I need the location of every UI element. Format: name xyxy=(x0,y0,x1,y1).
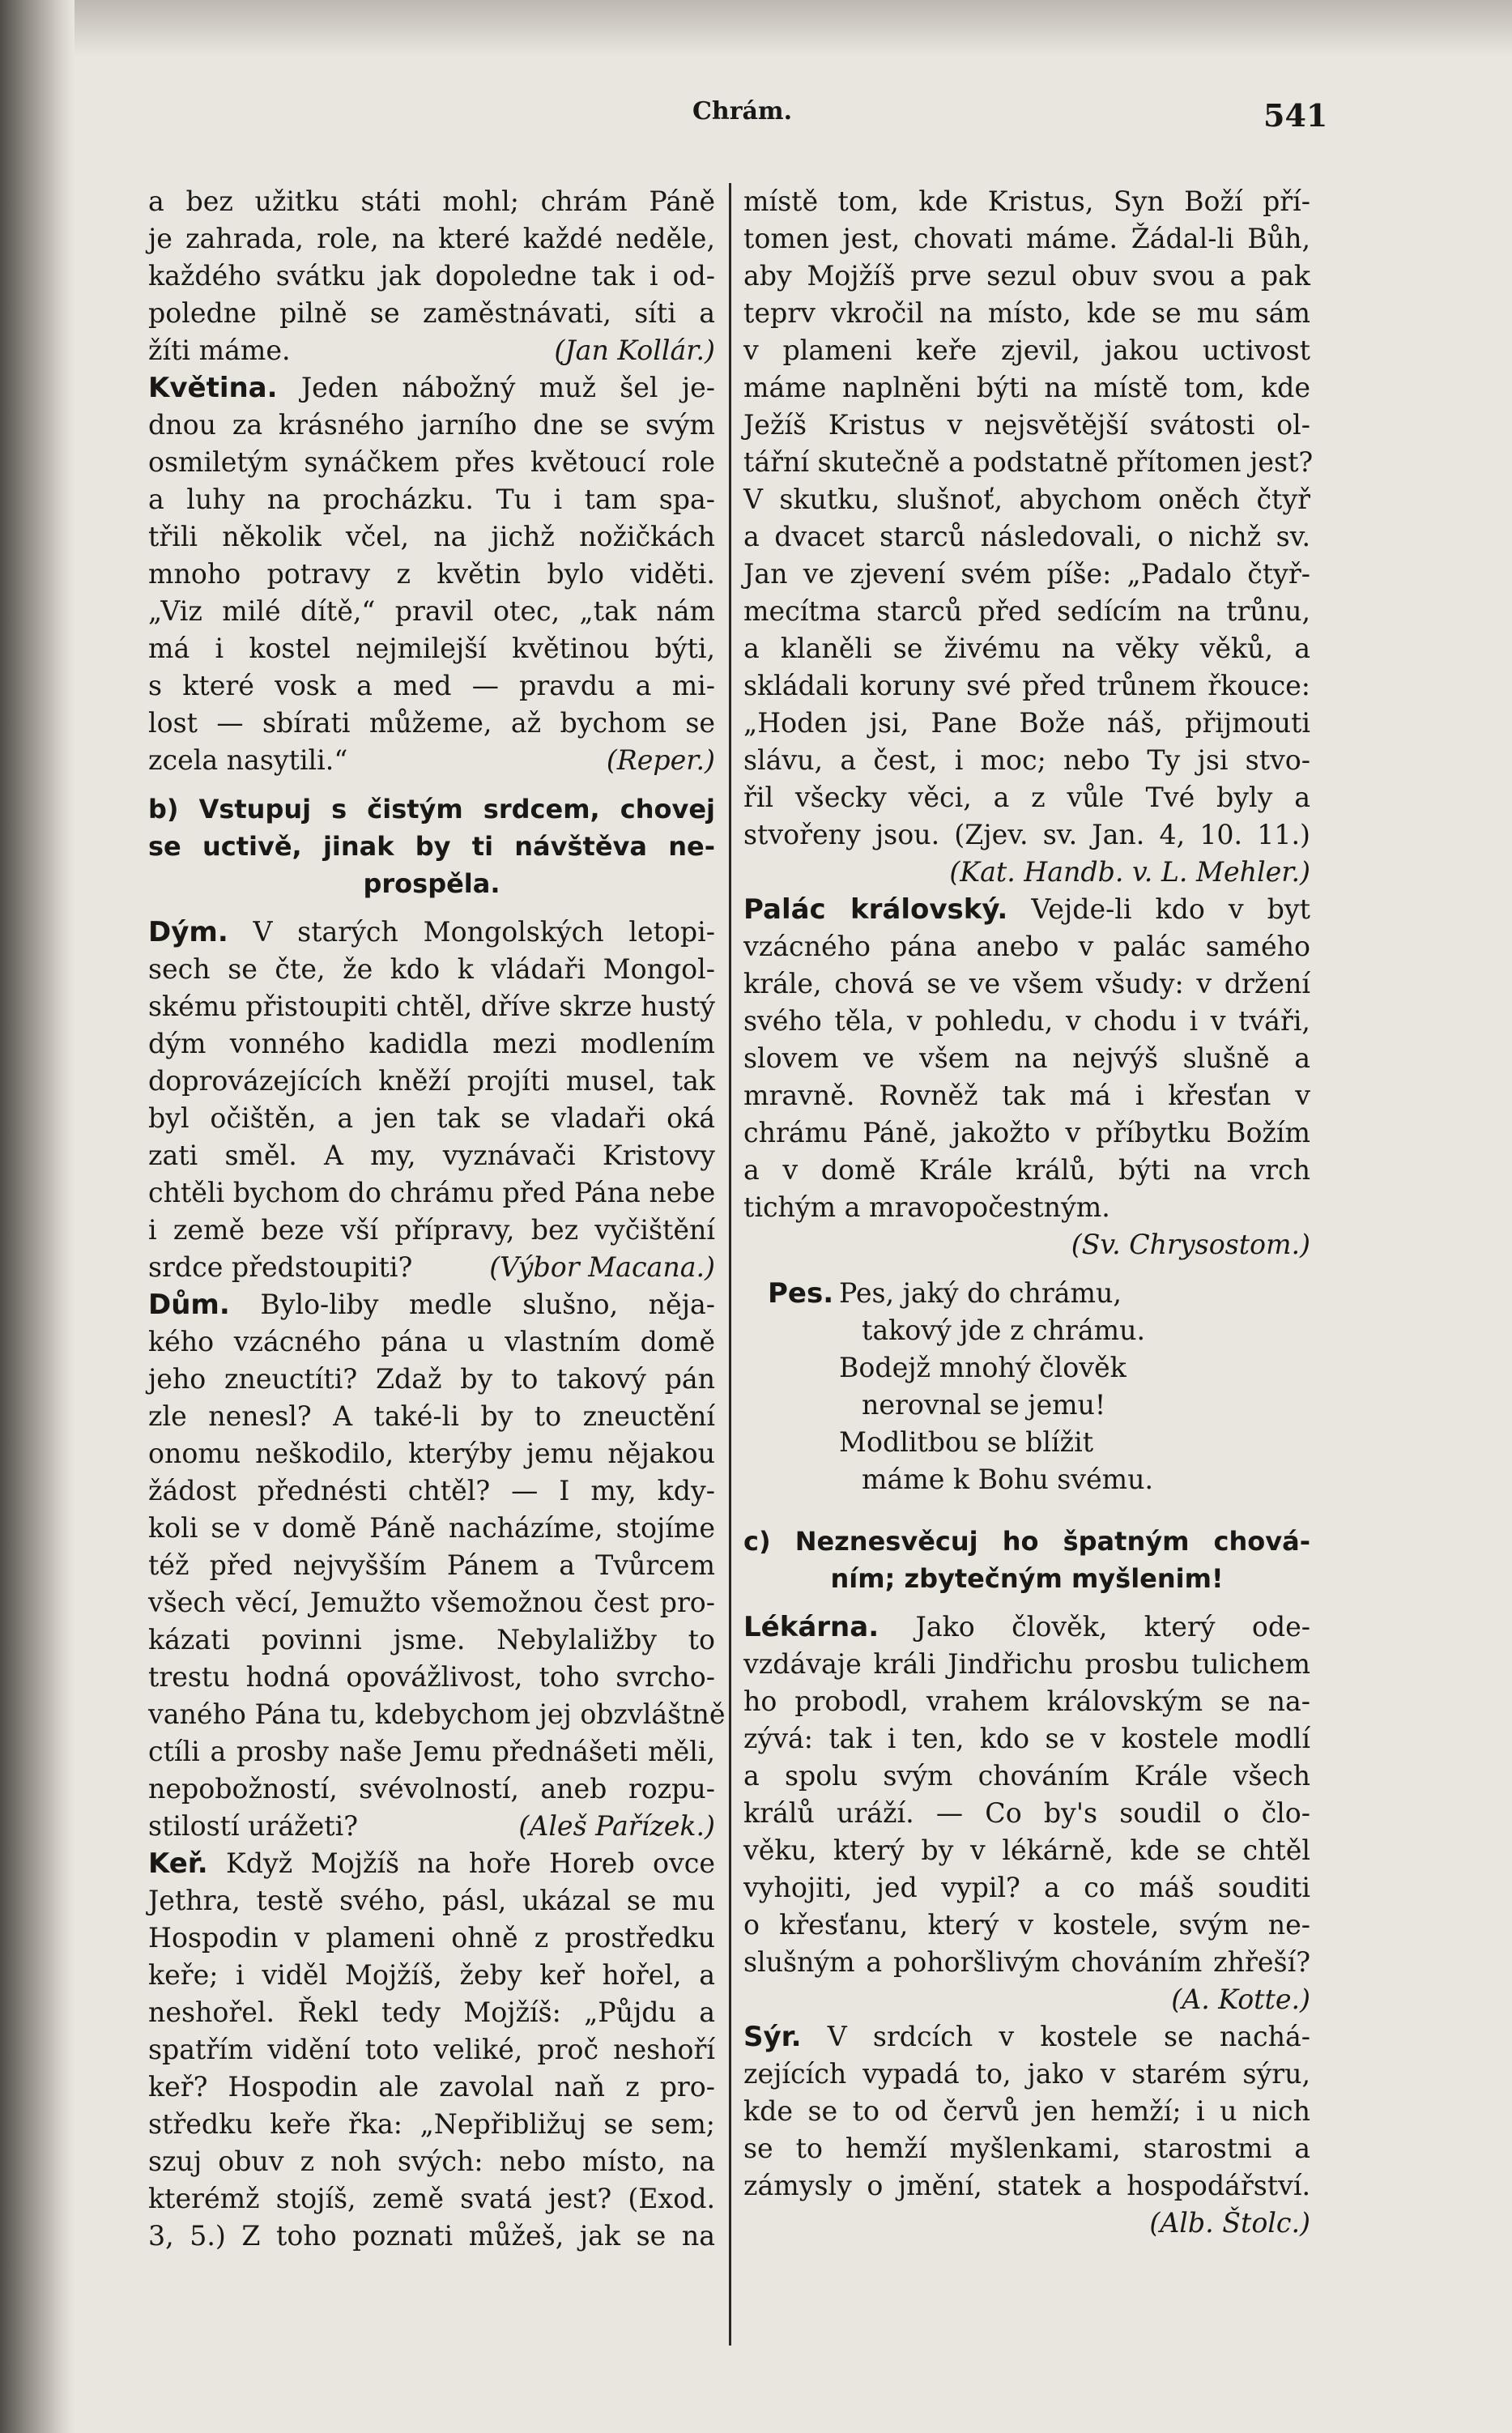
text-line: szuj obuv z noh svých: nebo místo, na xyxy=(148,2145,715,2177)
entry-first-line xyxy=(148,369,715,407)
entry-keyword: Sýr. xyxy=(743,2021,802,2053)
text-line-with-citation xyxy=(148,332,715,369)
entry-keyword: Lékárna. xyxy=(743,1611,880,1643)
text-line: slovem ve všem na nejvýš slušně a xyxy=(743,1042,1310,1074)
text-line: mravně. Rovněž tak má i křesťan v xyxy=(743,1080,1310,1111)
text-line: kého vzácného pána u vlastním domě xyxy=(148,1326,715,1357)
citation: (A. Kotte.) xyxy=(1171,1983,1310,2015)
text-line: též před nejvyšším Pánem a Tvůrcem xyxy=(148,1549,715,1581)
text-line: onomu neškodilo, kterýby jemu nějakou xyxy=(148,1438,715,1469)
text-line: všech věcí, Jemužto všemožnou čest pro- xyxy=(148,1587,715,1618)
text-line: a spolu svým chováním Krále všech xyxy=(743,1760,1310,1792)
paragraph-intro xyxy=(148,183,715,369)
text-line: slušným a pohoršlivým chováním zhřeší? xyxy=(743,1946,1310,1978)
entry-first-line xyxy=(743,2018,1310,2056)
text-line: neshořel. Řekl tedy Mojžíš: „Půjdu a xyxy=(148,1996,715,2028)
text-line: místě tom, kde Kristus, Syn Boží pří- xyxy=(743,185,1310,217)
text-fragment: Když Mojžíš na hoře Horeb ovce xyxy=(226,1847,715,1879)
text-line: sech se čte, že kdo k vládaři Mongol- xyxy=(148,953,715,985)
entry-kvetina xyxy=(148,369,715,779)
poem-line: Bodejž mnohý člověk xyxy=(839,1352,1127,1383)
text-line: spatřím vidění toto veliké, proč neshoří xyxy=(148,2034,715,2065)
text-line: V skutku, slušnoť, abychom oněch čtyř xyxy=(743,484,1310,515)
section-heading-line: ním; zbytečným myšlenim! xyxy=(830,1563,1224,1594)
text-line: trestu hodná opovážlivost, toho svrcho- xyxy=(148,1661,715,1693)
text-line: a dvacet starců následovali, o nichž sv. xyxy=(743,521,1310,552)
text-line: kázati povinni jsme. Nebylaližby to xyxy=(148,1624,715,1655)
text-line: mecítma starců před sedícím na trůnu, xyxy=(743,595,1310,627)
text-line-with-citation xyxy=(148,1808,715,1845)
entry-keyword: Pes. xyxy=(768,1277,834,1310)
text-line: o křesťanu, který v kostele, svým ne- xyxy=(743,1909,1310,1941)
text-line: kde se to od červů jen hemží; i u nich xyxy=(743,2095,1310,2127)
text-line: a luhy na procházku. Tu i tam spa- xyxy=(148,484,715,515)
section-heading-line: c) Neznesvěcuj ho špatným chová- xyxy=(743,1526,1310,1557)
text-line: tichým a mravopočestným. xyxy=(743,1191,1110,1223)
entry-first-line xyxy=(148,914,715,951)
poem-line: Pes, jaký do chrámu, xyxy=(839,1277,1122,1309)
spacer xyxy=(148,902,715,914)
section-heading-line: se uctivě, jinak by ti návštěva ne- xyxy=(148,831,715,862)
spacer xyxy=(743,1597,1310,1609)
text-line: nepobožností, svévolností, aneb rozpu- xyxy=(148,1773,715,1805)
text-line: „Hoden jsi, Pane Bože náš, přijmouti xyxy=(743,707,1310,739)
entry-first-line xyxy=(743,1609,1310,1646)
text-line: a v domě Krále králů, býti na vrch xyxy=(743,1154,1310,1186)
entry-dum xyxy=(148,1286,726,1845)
poem-line: nerovnal se jemu! xyxy=(862,1389,1106,1421)
text-line: chtěli bychom do chrámu před Pána nebe xyxy=(148,1177,716,1208)
entry-dym xyxy=(148,914,715,1286)
text-line: zývá: tak i ten, kdo se v kostele modlí xyxy=(743,1723,1310,1754)
entry-keyword: Dým. xyxy=(148,916,228,948)
text-line: koli se v domě Páně nacházíme, stojíme xyxy=(148,1512,715,1544)
text-fragment: žíti máme. xyxy=(148,334,291,366)
text-fragment: srdce předstoupiti? xyxy=(148,1251,413,1283)
text-line: máme naplněni býti na místě tom, kde xyxy=(743,372,1310,403)
text-line: a klaněli se živému na věky věků, a xyxy=(743,633,1310,664)
left-column xyxy=(148,183,726,2255)
text-line: se to hemží myšlenkami, starostmi a xyxy=(743,2133,1310,2164)
text-line: skému přistoupiti chtěl, dříve skrze hustý xyxy=(148,991,715,1022)
text-line: doprovázejících kněží projíti musel, tak xyxy=(148,1065,715,1097)
text-line: zámysly o jmění, statek a hospodářství. xyxy=(743,2170,1310,2201)
entry-ker xyxy=(148,1845,715,2255)
text-fragment: Jeden nábožný muž šel je- xyxy=(300,372,715,403)
text-line: lost — sbírati můžeme, až bychom se xyxy=(148,707,715,739)
section-heading-b xyxy=(148,790,715,902)
text-line: tomen jest, chovati máme. Žádal-li Bůh, xyxy=(743,223,1310,254)
citation: (Alb. Štolc.) xyxy=(1149,2207,1310,2239)
entry-first-line xyxy=(743,891,1310,928)
text-line: krále, chová se ve všem všudy: v držení xyxy=(743,968,1310,999)
citation: (Jan Kollár.) xyxy=(554,334,715,366)
paragraph-continuation xyxy=(743,183,1314,891)
entry-lekarna xyxy=(743,1609,1310,2018)
text-line: vzdávaje králi Jindřichu prosbu tulichem xyxy=(743,1648,1310,1680)
text-line: králů uráží. — Co by's soudil o člo- xyxy=(743,1797,1310,1829)
text-line: řil všecky věci, a z vůle Tvé byly a xyxy=(743,782,1310,813)
text-line-with-citation xyxy=(148,742,715,779)
text-line: Hospodin v plameni ohně z prostředku xyxy=(148,1922,715,1954)
entry-palac xyxy=(743,891,1310,1263)
text-line: vyhojiti, jed vypil? a co máš souditi xyxy=(743,1872,1310,1903)
text-line: Ježíš Kristus v nejsvětější svátosti ol- xyxy=(743,409,1310,441)
text-line: keře; i viděl Mojžíš, žeby keř hořel, a xyxy=(148,1959,715,1991)
citation: (Kat. Handb. v. L. Mehler.) xyxy=(949,856,1310,888)
text-line: a bez užitku státi mohl; chrám Páně xyxy=(148,185,715,217)
text-line: vaného Pána tu, kdebychom jej obzvláštně xyxy=(148,1698,726,1730)
entry-syr xyxy=(743,2018,1310,2242)
citation: (Sv. Chrysostom.) xyxy=(1071,1229,1310,1260)
page-number: 541 xyxy=(1263,97,1328,134)
text-line: chrámu Páně, jakožto v příbytku Božím xyxy=(743,1117,1310,1148)
text-line: mnoho potravy z květin bylo viděti. xyxy=(148,558,715,590)
text-line: teprv vkročil na místo, kde se mu sám xyxy=(743,297,1310,329)
text-fragment: V srdcích v kostele se nachá- xyxy=(827,2021,1310,2052)
column-divider xyxy=(729,183,731,2346)
text-line: svého těla, v pohledu, v chodu i v tváři, xyxy=(743,1005,1310,1037)
text-fragment: V starých Mongolských letopi- xyxy=(253,916,715,948)
scan-binding-shadow xyxy=(0,0,75,2433)
text-fragment: zcela nasytili.“ xyxy=(148,744,348,776)
entry-pes-poem xyxy=(743,1275,1310,1498)
text-fragment: Vejde-li kdo v byt xyxy=(1031,893,1310,925)
text-line: aby Mojžíš prve sezul obuv svou a pak xyxy=(743,260,1310,292)
running-title: Chrám. xyxy=(692,97,793,126)
text-line: žádost přednésti chtěl? — I my, kdy- xyxy=(148,1475,715,1506)
entry-keyword: Palác královský. xyxy=(743,893,1008,926)
spacer xyxy=(743,1263,1310,1275)
text-line: skládali koruny své před trůnem řkouce: xyxy=(743,670,1310,701)
citation: (Aleš Pařízek.) xyxy=(518,1810,715,1842)
text-line: ho probodl, vrahem královským se na- xyxy=(743,1685,1310,1717)
text-line: zle nenesl? A také-li by to zneuctění xyxy=(148,1400,715,1432)
entry-first-line xyxy=(148,1845,715,1882)
text-line: je zahrada, role, na které každé neděle, xyxy=(148,223,715,254)
text-line: ctíli a prosby naše Jemu přednášeti měli, xyxy=(148,1736,715,1767)
poem-line: takový jde z chrámu. xyxy=(862,1315,1146,1346)
poem-lines xyxy=(839,1275,1310,1498)
citation: (Výbor Macana.) xyxy=(489,1251,715,1283)
text-line: i země beze vší přípravy, bez vyčištění xyxy=(148,1214,715,1246)
text-line: jeho zneuctíti? Zdaž by to takový pán xyxy=(148,1363,715,1395)
text-line-with-citation xyxy=(148,1249,715,1286)
text-line: 3, 5.) Z toho poznati můžeš, jak se na xyxy=(148,2220,715,2252)
entry-keyword: Dům. xyxy=(148,1289,230,1321)
text-line: v plameni keře zjevil, jakou uctivost xyxy=(743,334,1310,366)
text-line: každého svátku jak dopoledne tak i od- xyxy=(148,260,715,292)
text-line: tářní skutečně a podstatně přítomen jest? xyxy=(743,446,1314,478)
spacer xyxy=(743,1498,1310,1523)
page-header xyxy=(0,97,1512,133)
text-line: kterémž stojíš, země svatá jest? (Exod. xyxy=(148,2183,715,2214)
text-line: Jethra, testě svého, pásl, ukázal se mu xyxy=(148,1885,715,1916)
text-line: slávu, a čest, i moc; nebo Ty jsi stvo- xyxy=(743,744,1310,776)
section-heading-line: b) Vstupuj s čistým srdcem, chovej xyxy=(148,794,715,824)
spacer xyxy=(148,779,715,790)
text-line: třili několik včel, na jichž nožičkách xyxy=(148,521,715,552)
text-line: věku, který by v lékárně, kde se chtěl xyxy=(743,1834,1310,1866)
poem-line: Modlitbou se blížit xyxy=(839,1426,1094,1458)
text-line: zati směl. A my, vyznávači Kristovy xyxy=(148,1140,715,1171)
text-line: dým vonného kadidla mezi modlením xyxy=(148,1028,715,1059)
entry-first-line xyxy=(148,1286,715,1323)
text-line: dnou za krásného jarního dne se svým xyxy=(148,409,715,441)
text-line: vzácného pána anebo v palác samého xyxy=(743,931,1310,962)
entry-keyword: Keř. xyxy=(148,1847,208,1880)
text-line: stvořeny jsou. (Zjev. sv. Jan. 4, 10. 11.) xyxy=(743,819,1310,850)
entry-keyword: Květina. xyxy=(148,372,278,404)
text-fragment: Bylo-liby medle slušno, něja- xyxy=(260,1289,715,1320)
text-line: Jan ve zjevení svém píše: „Padalo čtyř- xyxy=(743,558,1310,590)
scan-top-shadow xyxy=(0,0,1512,57)
text-line: poledne pilně se zaměstnávati, síti a xyxy=(148,297,715,329)
right-column xyxy=(743,183,1314,2242)
section-heading-line: prospěla. xyxy=(363,868,500,899)
text-line: byl očištěn, a jen tak se vladaři oká xyxy=(148,1102,715,1134)
text-fragment: Jako člověk, který ode- xyxy=(915,1611,1310,1643)
poem-line: máme k Bohu svému. xyxy=(862,1464,1154,1495)
text-fragment: stilostí urážeti? xyxy=(148,1810,359,1842)
text-line: má i kostel nejmilejší květinou býti, xyxy=(148,633,715,664)
text-line: „Viz milé dítě,“ pravil otec, „tak nám xyxy=(148,595,715,627)
text-line: s které vosk a med — pravdu a mi- xyxy=(148,670,715,701)
text-line: keř? Hospodin ale zavolal naň z pro- xyxy=(148,2071,715,2103)
text-line: zejících vypadá to, jako v starém sýru, xyxy=(743,2058,1310,2090)
section-heading-c xyxy=(743,1523,1310,1597)
text-line: středku keře řka: „Nepřibližuj se sem; xyxy=(148,2108,715,2140)
citation: (Reper.) xyxy=(606,744,715,776)
text-line: osmiletým synáčkem přes květoucí role xyxy=(148,446,715,478)
